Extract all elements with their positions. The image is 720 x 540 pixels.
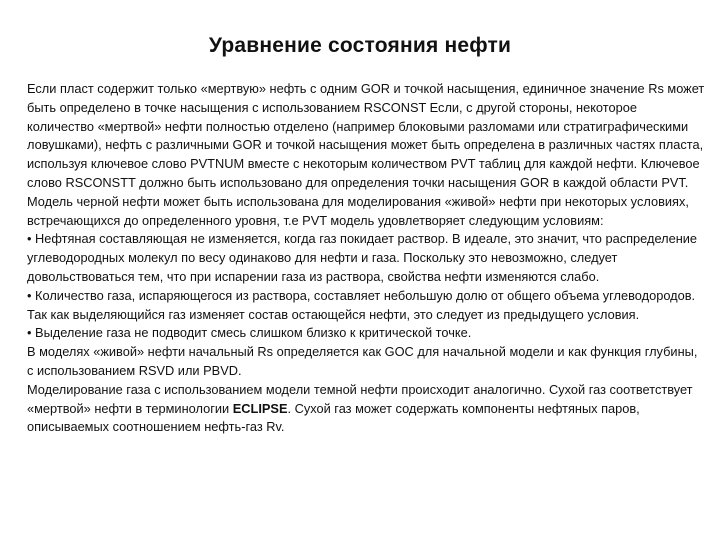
paragraph-intro: Если пласт содержит только «мертвую» нефть с одним GOR и точкой насыщения, единичное значение Rs может быть определено в точке насыщения с использованием RSCONST Если, с другой стороны, некоторое количество «мертвой» нефти полностью отделено (например блоковыми разломами или стратиграфическими ловушками), нефть с различными GOR и точкой насыщения может быть определена в различных частях пласта, используя ключевое слово PVTNUM вместе с некоторым количеством PVT таблиц для каждой нефти. Ключевое слово RSCONSTT должно быть использовано для определения точки насыщения GOR в каждой области PVT. Модель черной нефти может быть использована для моделирования «живой» нефти при некоторых условиях, встречающихся до определенного уровня, т.е PVT модель удовлетворяет следующим условиям: (27, 81, 705, 228)
bullet-critical-point: • Выделение газа не подводит смесь слишком близко к критической точке. (27, 325, 472, 341)
slide-body (27, 80, 707, 437)
paragraph-live-oil: В моделях «живой» нефти начальный Rs определяется как GOC для начальной модели и как функция глубины, с использованием RSVD или PBVD. (27, 344, 698, 378)
slide-title: Уравнение состояния нефти (208, 34, 512, 57)
bullet-oil-component: • Нефтяная составляющая не изменяется, когда газ покидает раствор. В идеале, это значит, что распределение углеводородных молекул по весу одинаково для нефти и газа. Поскольку это невозможно, следует довольствоваться тем, что при испарении газа из раствора, свойства нефти изменяются слабо. (27, 231, 698, 284)
eclipse-term: ECLIPSE (232, 400, 288, 416)
paragraph-gas-modeling (27, 381, 707, 437)
gas-modeling-text-2: . Сухой газ может содержать компоненты нефтяных паров, описываемых соотношением нефть-газ Rv. (27, 400, 640, 435)
bullet-gas-amount: • Количество газа, испаряющегося из раствора, составляет небольшую долю от общего объема углеводородов. Так как выделяющийся газ изменяет состав остающейся нефти, это следует из предыдущего условия. (27, 287, 696, 322)
gas-modeling-text-1: Моделирование газа с использованием модели темной нефти происходит аналогично. Сухой газ соответствует «мертвой» нефти в терминологии (27, 381, 693, 416)
